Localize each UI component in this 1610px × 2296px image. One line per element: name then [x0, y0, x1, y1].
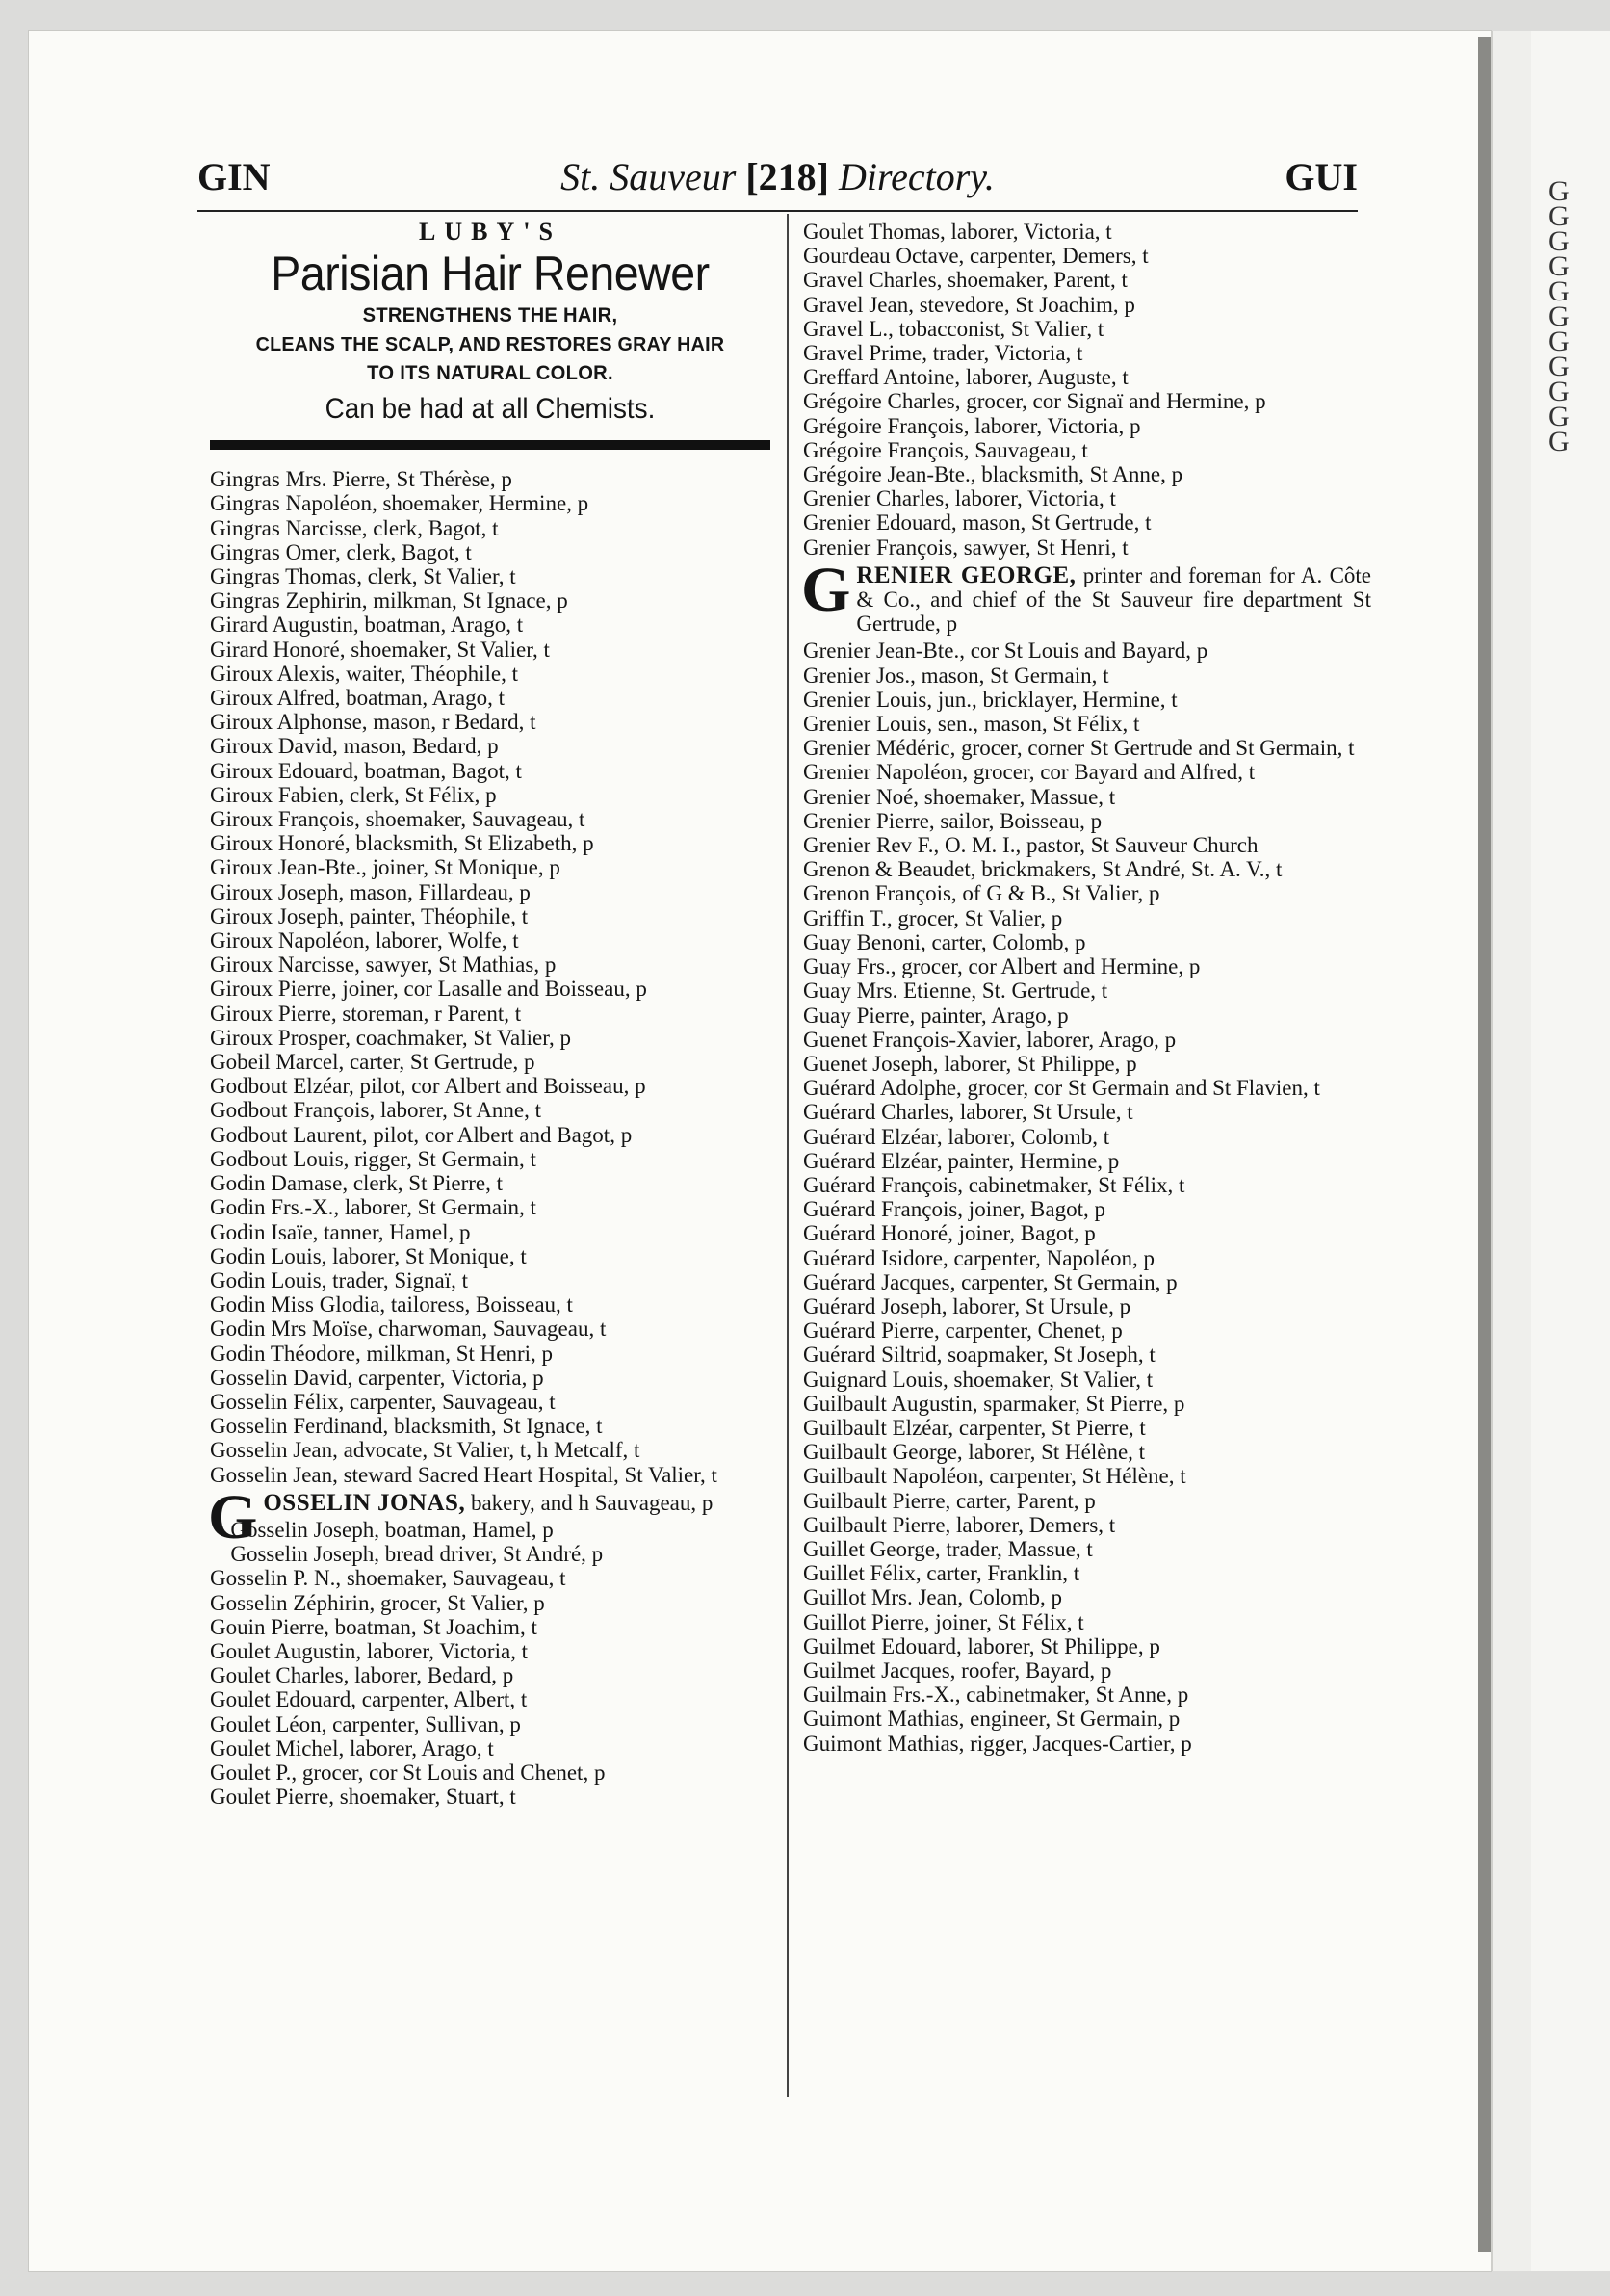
directory-entry: Gosselin Zéphirin, grocer, St Valier, p — [210, 1590, 545, 1615]
drop-cap: G — [801, 554, 851, 625]
directory-entry: Griffin T., grocer, St Valier, p — [803, 905, 1063, 930]
directory-entry: Gosselin Joseph, boatman, Hamel, p — [230, 1517, 554, 1542]
directory-entry: Guérard François, cabinetmaker, St Félix, t — [803, 1172, 1185, 1197]
directory-entry: Guérard Joseph, laborer, St Ursule, p — [803, 1293, 1131, 1318]
directory-entry: Gingras Narcisse, clerk, Bagot, t — [210, 515, 499, 540]
adjacent-page-fragment: G — [1548, 225, 1570, 257]
directory-entry: Grenier Napoléon, grocer, cor Bayard and Alfred, t — [803, 760, 1256, 785]
directory-entry: Guérard Elzéar, painter, Hermine, p — [803, 1148, 1120, 1173]
ad-rule — [210, 440, 770, 450]
directory-entry: Grenier Edouard, mason, St Gertrude, t — [803, 510, 1152, 535]
directory-entry: Guay Pierre, painter, Arago, p — [803, 1003, 1069, 1028]
directory-entry: Giroux Narcisse, sawyer, St Mathias, p — [210, 952, 557, 978]
directory-entry: Gravel L., tobacconist, St Valier, t — [803, 316, 1104, 341]
directory-entry: Gravel Jean, stevedore, St Joachim, p — [803, 292, 1135, 317]
book-gutter — [1478, 37, 1492, 2252]
directory-entry: Guillet Félix, carter, Franklin, t — [803, 1561, 1080, 1586]
directory-entry: Godin Théodore, milkman, St Henri, p — [210, 1341, 554, 1366]
directory-entry: Giroux Joseph, painter, Théophile, t — [210, 903, 529, 928]
ad-line-3: TO ITS NATURAL COLOR. — [367, 362, 613, 385]
directory-entry: Goulet Thomas, laborer, Victoria, t — [803, 220, 1112, 244]
directory-entry: Gingras Mrs. Pierre, St Thérèse, p — [210, 467, 512, 492]
directory-entry: Goulet Charles, laborer, Bedard, p — [210, 1663, 514, 1688]
directory-entry: Grenier Noé, shoemaker, Massue, t — [803, 784, 1116, 809]
page-number: [218] — [745, 155, 829, 198]
advertisement — [210, 220, 770, 467]
directory-entry: Gravel Prime, trader, Victoria, t — [803, 341, 1083, 366]
directory-entry: Godin Mrs Moïse, charwoman, Sauvageau, t — [210, 1317, 607, 1342]
ad-line-1: STRENGTHENS THE HAIR, — [362, 304, 618, 327]
directory-entry: Grégoire François, Sauvageau, t — [803, 437, 1088, 462]
directory-entry: Gobeil Marcel, carter, St Gertrude, p — [210, 1050, 535, 1075]
directory-entry: Gingras Omer, clerk, Bagot, t — [210, 539, 472, 564]
directory-entry: Godbout François, laborer, St Anne, t — [210, 1098, 542, 1123]
directory-entry: Gingras Thomas, clerk, St Valier, t — [210, 564, 516, 589]
directory-entry: Gosselin P. N., shoemaker, Sauvageau, t — [210, 1566, 566, 1591]
directory-entry: Guay Benoni, carter, Colomb, p — [803, 929, 1086, 954]
title-after: Directory. — [839, 155, 995, 198]
ad-product: Parisian Hair Renewer — [271, 247, 710, 301]
directory-entry: Giroux Pierre, storeman, r Parent, t — [210, 1001, 522, 1026]
directory-entry: Guérard Siltrid, soapmaker, St Joseph, t — [803, 1343, 1156, 1368]
directory-entry: Guilmet Jacques, roofer, Bayard, p — [803, 1657, 1112, 1683]
directory-entry: Guilbault Napoléon, carpenter, St Hélène, t — [803, 1464, 1186, 1489]
running-head-title — [197, 154, 1358, 199]
directory-entry: Godin Miss Glodia, tailoress, Boisseau, t — [210, 1292, 573, 1318]
directory-entry: Grenier Pierre, sailor, Boisseau, p — [803, 808, 1103, 833]
directory-entry: Guérard Adolphe, grocer, cor St Germain and St Flavien, t — [803, 1076, 1320, 1101]
directory-entry: Godin Damase, clerk, St Pierre, t — [210, 1171, 504, 1196]
directory-entry: Godin Louis, trader, Signaï, t — [210, 1267, 469, 1292]
directory-entry: Giroux Joseph, mason, Fillardeau, p — [210, 879, 531, 904]
directory-entry: Grégoire Charles, grocer, cor Signaï and Hermine, p — [803, 389, 1266, 414]
directory-entry: Girard Augustin, boatman, Arago, t — [210, 613, 524, 638]
right-entries — [803, 220, 1371, 1756]
directory-entry: Goulet Edouard, carpenter, Albert, t — [210, 1687, 528, 1712]
directory-entry: Guignard Louis, shoemaker, St Valier, t — [803, 1367, 1154, 1392]
directory-entry: Guay Mrs. Etienne, St. Gertrude, t — [803, 978, 1108, 1004]
directory-entry: Godin Isaïe, tanner, Hamel, p — [210, 1219, 471, 1244]
directory-entry: Guilbault Elzéar, carpenter, St Pierre, t — [803, 1415, 1146, 1440]
directory-entry: Giroux Prosper, coachmaker, St Valier, p — [210, 1025, 571, 1050]
featured-details: bakery, and h Sauvageau, p — [465, 1490, 714, 1515]
directory-entry: Guérard Elzéar, laborer, Colomb, t — [803, 1124, 1110, 1149]
adjacent-page-fragment: G — [1548, 275, 1570, 307]
directory-entry: Grenier Rev F., O. M. I., pastor, St Sauveur Church — [803, 833, 1259, 858]
directory-entry: Gourdeau Octave, carpenter, Demers, t — [803, 244, 1149, 269]
drop-cap: G — [208, 1481, 258, 1552]
directory-entry: Goulet Léon, carpenter, Sullivan, p — [210, 1711, 521, 1736]
directory-entry: Guérard François, joiner, Bagot, p — [803, 1197, 1105, 1222]
adjacent-page-fragment: G — [1548, 351, 1570, 382]
directory-entry: Guimont Mathias, rigger, Jacques-Cartier, p — [803, 1731, 1192, 1756]
adjacent-page-strip — [1531, 31, 1610, 2271]
directory-entry: Guenet François-Xavier, laborer, Arago, p — [803, 1027, 1177, 1052]
directory-entry: Giroux Honoré, blacksmith, St Elizabeth, p — [210, 831, 594, 856]
ad-line-2: CLEANS THE SCALP, AND RESTORES GRAY HAIR — [255, 333, 725, 356]
adjacent-page-fragment: G — [1548, 200, 1570, 232]
directory-entry: Grenier Charles, laborer, Victoria, t — [803, 486, 1116, 511]
directory-entry: Guérard Charles, laborer, St Ursule, t — [803, 1100, 1133, 1125]
directory-entry: Giroux Pierre, joiner, cor Lasalle and Boisseau, p — [210, 977, 647, 1002]
directory-entry: Giroux Fabien, clerk, St Félix, p — [210, 782, 497, 807]
ad-line-4: Can be had at all Chemists. — [325, 393, 656, 426]
directory-entry: Guillet George, trader, Massue, t — [803, 1536, 1093, 1561]
directory-entry: Giroux Edouard, boatman, Bagot, t — [210, 758, 522, 783]
directory-entry: Guérard Honoré, joiner, Bagot, p — [803, 1221, 1096, 1246]
directory-entry: Giroux Alexis, waiter, Théophile, t — [210, 661, 518, 686]
directory-entry: Gingras Napoléon, shoemaker, Hermine, p — [210, 491, 589, 516]
directory-entry: Guimont Mathias, engineer, St Germain, p — [803, 1707, 1181, 1732]
directory-entry: Giroux Alfred, boatman, Arago, t — [210, 686, 505, 711]
directory-entry: Gosselin Félix, carpenter, Sauvageau, t — [210, 1389, 556, 1414]
adjacent-page-fragment: G — [1548, 300, 1570, 332]
ad-brand: LUBY'S — [419, 218, 561, 246]
directory-entry: Gosselin Jean, steward Sacred Heart Hospital, St Valier, t — [210, 1462, 717, 1487]
left-column — [210, 220, 770, 1809]
left-entries — [210, 467, 770, 1809]
adjacent-page-fragment: G — [1548, 250, 1570, 282]
directory-entry: Guilmet Edouard, laborer, St Philippe, p — [803, 1633, 1160, 1658]
directory-entry: Grenier Louis, jun., bricklayer, Hermine, t — [803, 687, 1178, 712]
directory-entry: Guilbault Pierre, carter, Parent, p — [803, 1488, 1096, 1513]
directory-entry: Grégoire François, laborer, Victoria, p — [803, 413, 1141, 438]
directory-entry: Girard Honoré, shoemaker, St Valier, t — [210, 637, 550, 662]
featured-details: printer and foreman for A. Côte & Co., and chief of the St Sauveur fire department St Gertrude, p — [856, 562, 1372, 637]
directory-entry: Grenier Jos., mason, St Germain, t — [803, 663, 1109, 688]
right-column — [803, 220, 1371, 1756]
adjacent-page-fragment: G — [1548, 401, 1570, 432]
adjacent-page-fragment: G — [1548, 426, 1570, 457]
directory-entry: Goulet Pierre, shoemaker, Stuart, t — [210, 1785, 516, 1810]
page-edge — [1491, 31, 1534, 2271]
directory-entry: Goulet Michel, laborer, Arago, t — [210, 1735, 494, 1761]
directory-entry: Giroux Napoléon, laborer, Wolfe, t — [210, 928, 519, 953]
directory-entry: Gosselin David, carpenter, Victoria, p — [210, 1365, 544, 1390]
featured-entry — [801, 554, 1372, 637]
directory-entry: Guay Frs., grocer, cor Albert and Hermine, p — [803, 954, 1201, 979]
directory-entry: Gingras Zephirin, milkman, St Ignace, p — [210, 588, 568, 613]
title-before: St. Sauveur — [560, 155, 737, 198]
directory-entry: Guérard Pierre, carpenter, Chenet, p — [803, 1318, 1123, 1344]
directory-entry: Gosselin Ferdinand, blacksmith, St Ignace, t — [210, 1414, 603, 1439]
running-head-left: GIN — [197, 155, 271, 198]
directory-entry: Godbout Louis, rigger, St Germain, t — [210, 1146, 536, 1171]
adjacent-page-fragment: G — [1548, 376, 1570, 407]
directory-entry: Grégoire Jean-Bte., blacksmith, St Anne, p — [803, 462, 1183, 487]
directory-entry: Guilbault George, laborer, St Hélène, t — [803, 1440, 1146, 1465]
running-head — [197, 154, 1358, 208]
directory-entry: Gouin Pierre, boatman, St Joachim, t — [210, 1614, 537, 1639]
column-divider — [787, 214, 789, 2097]
directory-entry: Guilmain Frs.-X., cabinetmaker, St Anne, p — [803, 1683, 1189, 1708]
directory-entry: Godin Louis, laborer, St Monique, t — [210, 1243, 527, 1268]
running-head-right: GUI — [1285, 155, 1358, 198]
directory-entry: Godin Frs.-X., laborer, St Germain, t — [210, 1195, 536, 1220]
directory-entry: Gravel Charles, shoemaker, Parent, t — [803, 268, 1128, 293]
directory-entry: Goulet Augustin, laborer, Victoria, t — [210, 1638, 529, 1663]
adjacent-page-fragment: G — [1548, 326, 1570, 357]
directory-entry: Giroux David, mason, Bedard, p — [210, 734, 499, 759]
directory-entry: Guilbault Pierre, laborer, Demers, t — [803, 1512, 1116, 1537]
directory-entry: Greffard Antoine, laborer, Auguste, t — [803, 365, 1129, 390]
directory-entry: Guenet Joseph, laborer, St Philippe, p — [803, 1051, 1137, 1076]
directory-entry: Giroux Alphonse, mason, r Bedard, t — [210, 710, 536, 735]
featured-name: OSSELIN JONAS, — [263, 1489, 466, 1516]
directory-entry: Grenon & Beaudet, brickmakers, St André, St. A. V., t — [803, 857, 1283, 882]
directory-entry: Grenon François, of G & B., St Valier, p — [803, 881, 1160, 906]
directory-entry: Goulet P., grocer, cor St Louis and Chenet, p — [210, 1760, 606, 1785]
directory-entry: Giroux François, shoemaker, Sauvageau, t — [210, 807, 585, 832]
directory-entry: Guillot Pierre, joiner, St Félix, t — [803, 1609, 1084, 1634]
directory-entry: Grenier Jean-Bte., cor St Louis and Bayard, p — [803, 639, 1208, 664]
header-rule — [197, 210, 1358, 212]
directory-entry: Gosselin Jean, advocate, St Valier, t, h Metcalf, t — [210, 1438, 640, 1463]
directory-entry: Godbout Laurent, pilot, cor Albert and Bagot, p — [210, 1122, 633, 1147]
adjacent-page-fragment: G — [1548, 175, 1570, 207]
directory-entry: Guérard Jacques, carpenter, St Germain, p — [803, 1269, 1178, 1294]
directory-entry: Guillot Mrs. Jean, Colomb, p — [803, 1585, 1062, 1610]
directory-entry: Godbout Elzéar, pilot, cor Albert and Boisseau, p — [210, 1074, 646, 1099]
directory-entry: Grenier François, sawyer, St Henri, t — [803, 535, 1129, 560]
directory-entry: Guérard Isidore, carpenter, Napoléon, p — [803, 1245, 1156, 1270]
directory-entry: Giroux Jean-Bte., joiner, St Monique, p — [210, 855, 560, 880]
directory-entry: Guilbault Augustin, sparmaker, St Pierre, p — [803, 1391, 1185, 1416]
directory-entry: Grenier Louis, sen., mason, St Félix, t — [803, 712, 1140, 737]
directory-entry: Gosselin Joseph, bread driver, St André, p — [230, 1542, 604, 1567]
featured-name: RENIER GEORGE, — [856, 561, 1077, 588]
directory-entry: Grenier Médéric, grocer, corner St Gertrude and St Germain, t — [803, 736, 1355, 761]
